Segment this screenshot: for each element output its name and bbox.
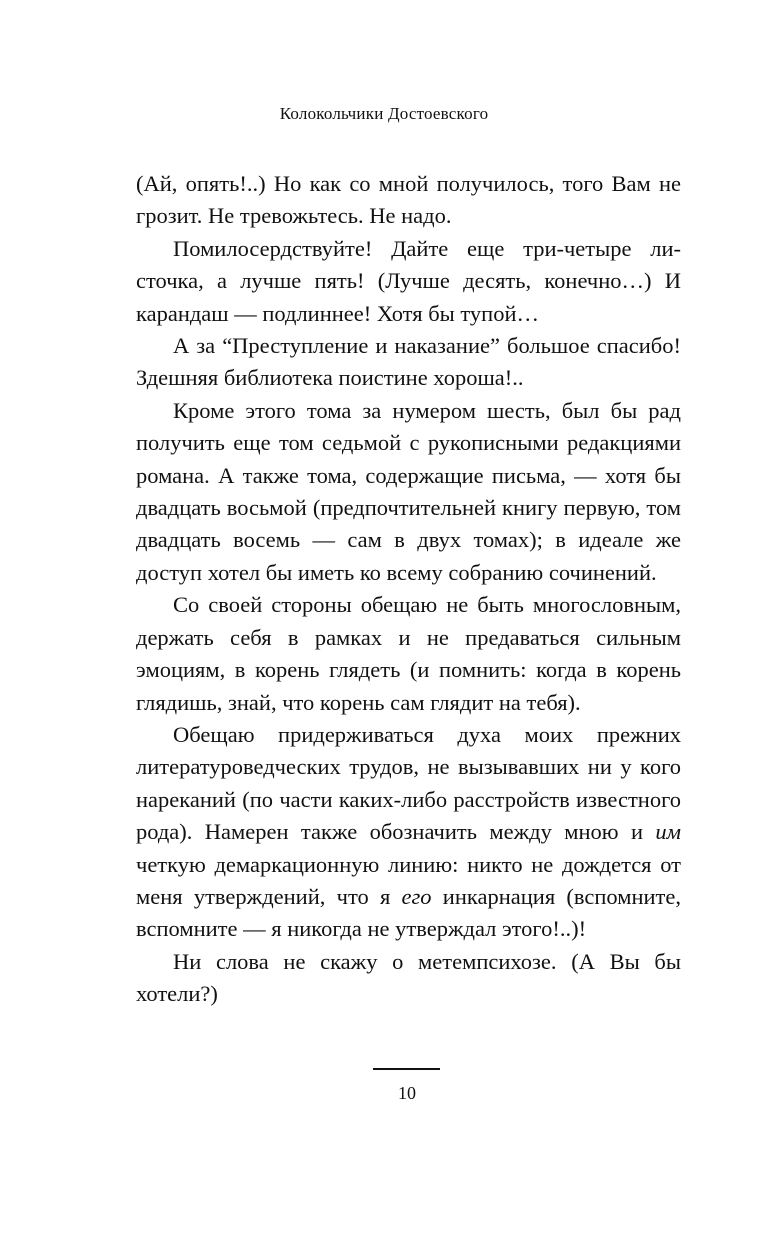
paragraph-1: (Ай, опять!..) Но как со мной получилось, того Вам не грозит. Не тревожьтесь. Не надо. <box>136 171 681 229</box>
paragraph-2: Помилосердствуйте! Дайте еще три-четыре листочка, а лучше пять! (Лучше десять, конечно…) И карандаш — подлиннее! Хотя бы тупой… <box>136 235 681 326</box>
paragraph-6-emphasis-2: его <box>401 883 432 909</box>
paragraph-6-part-1: Обещаю придерживаться духа моих прежних литературоведческих трудов, не вызывавших ни у кого нареканий (по части каких-либо расстройств известного рода). Намерен также обозначить между мною и <box>136 721 681 845</box>
paragraph-6-part-2: четкую демаркационную линию: никто не дождется от меня утверждений, что я <box>136 851 681 909</box>
paragraph-3: А за “Преступление и наказание” большое спасибо! Здешняя библиотека поистине хороша!.. <box>136 333 681 391</box>
paragraph-4: Кроме этого тома за нумером шесть, был бы рад получить еще том седьмой с рукописными редакциями романа. А также тома, содержащие письма, — хотя бы двадцать восьмой (предпочтительней книгу первую, том двадцать восемь — сам в двух томах); в идеале же доступ хотел бы иметь ко всему собранию сочинений. <box>136 397 681 585</box>
page-number: 10 <box>398 1083 416 1103</box>
body-text <box>136 168 681 1011</box>
paragraph-7: Ни слова не скажу о метемпсихозе. (А Вы бы хотели?) <box>136 948 681 1007</box>
running-head: Колокольчики Достоевского <box>279 104 489 123</box>
paragraph-6 <box>136 719 681 946</box>
folio-rule <box>373 1068 440 1070</box>
paragraph-6-emphasis-1: им <box>655 819 681 845</box>
paragraph-5: Со своей стороны обещаю не быть многословным, держать себя в рамках и не предаваться сильным эмоциям, в корень глядеть (и помнить: когда в корень глядишь, знай, что корень сам глядит на тебя). <box>136 592 681 715</box>
paragraph-6-part-3: инкарнация (вспомните, вспомните — я никогда не утверждал этого!..)! <box>136 883 681 942</box>
